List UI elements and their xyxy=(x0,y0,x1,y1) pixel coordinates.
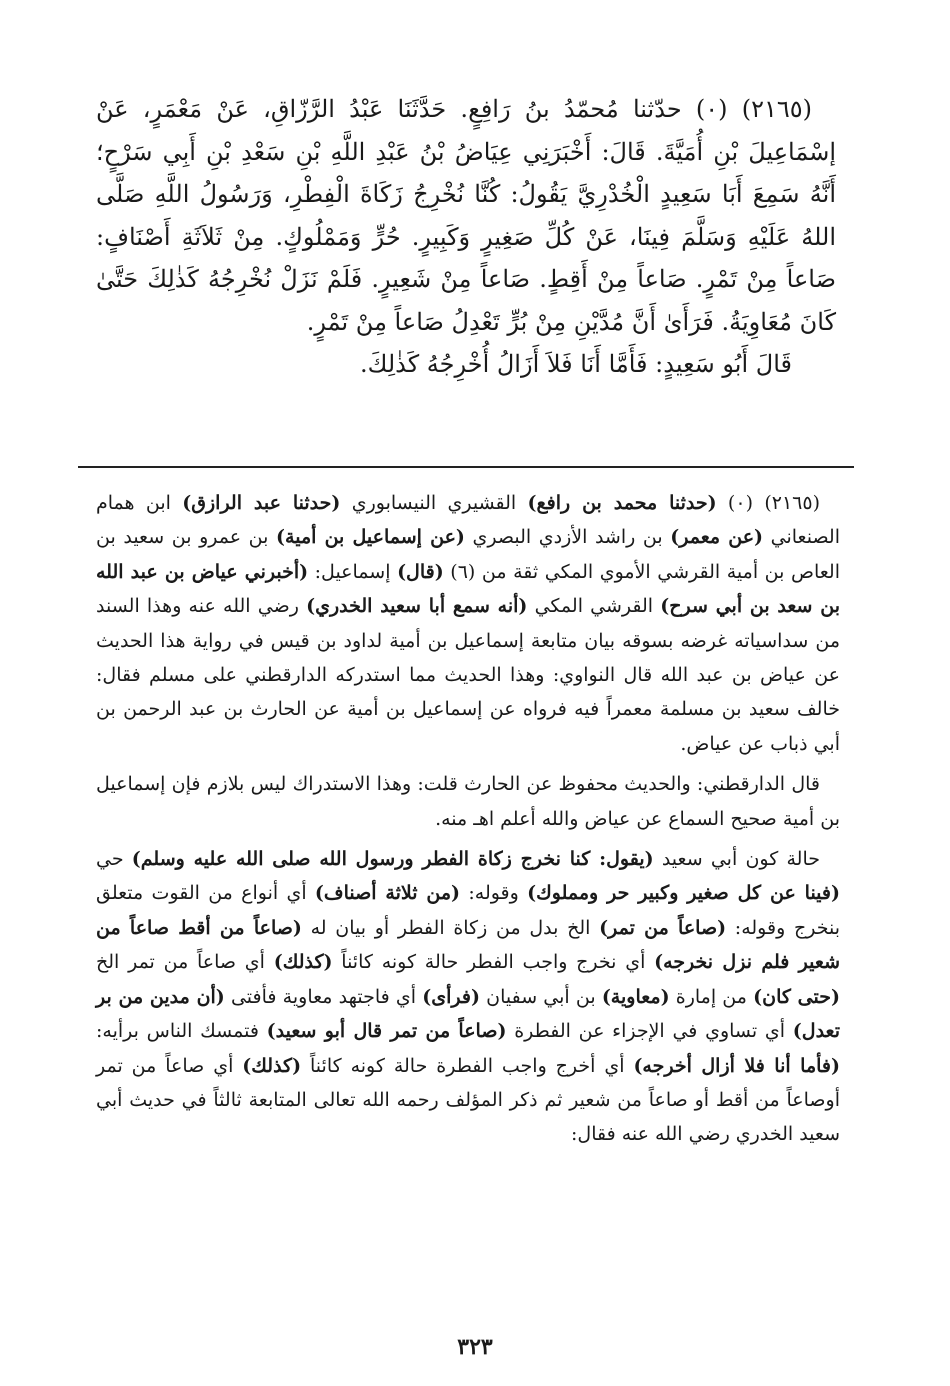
commentary-text: حي xyxy=(96,848,132,871)
commentary xyxy=(96,486,840,1152)
commentary-text: رضي الله عنه وهذا السند من سداسياته غرضه بسوقه بيان متابعة إسماعيل بن أمية لداود بن قيس في رواية هذا الحديث عن عياض بن عبد الله قال النواوي: وهذا الحديث مما استدركه الدارقطني على مسلم فقال: خالف سعيد بن مسلمة معمراً فيه فرواه عن إسماعيل بن أمية عن الحارث بن عبد الرحمن بن أبي ذباب عن عياض. xyxy=(96,595,840,755)
commentary-text: بن أبي سفيان xyxy=(479,985,602,1008)
commentary-text: فتمسك الناس برأيه: xyxy=(96,1020,267,1043)
quoted-matn: (صاعاً من تمر) xyxy=(599,916,727,939)
commentary-text: حالة كون أبي سعيد xyxy=(653,848,820,871)
commentary-text: إسماعيل: xyxy=(308,560,398,583)
commentary-paragraph xyxy=(96,767,840,836)
commentary-text: ابن همام الصنعاني xyxy=(96,492,840,549)
quoted-matn: (فرأى) xyxy=(422,985,480,1008)
commentary-text: أي تساوي في الإجزاء عن الفطرة xyxy=(506,1020,793,1043)
quoted-matn: (قال) xyxy=(397,560,444,583)
hadith-paragraph: قَالَ أَبُو سَعِيدٍ: فَأَمَّا أَنَا فَلاَ أَزَالُ أُخْرِجُهُ كَذٰلِكَ. xyxy=(359,350,792,378)
quoted-matn: (فينا عن كل صغير وكبير حر ومملوك) xyxy=(527,882,840,905)
quoted-matn: (حتى كان) xyxy=(753,985,840,1008)
quoted-matn: (فأما أنا فلا أزال أخرجه) xyxy=(633,1054,840,1077)
commentary-text: أي أخرج واجب الفطرة حالة كونه كائناً xyxy=(301,1054,634,1077)
commentary-text: أي فاجتهد معاوية فأفتى xyxy=(224,985,423,1008)
quoted-matn: (صاعاً من تمر قال أبو سعيد) xyxy=(266,1020,507,1043)
commentary-text: القشيري النيسابوري xyxy=(340,492,528,514)
commentary-text: أي صاعاً من تمر الخ xyxy=(96,951,274,974)
quoted-matn: (حدثنا عبد الرازق) xyxy=(182,492,341,514)
quoted-matn: (عن إسماعيل بن أمية) xyxy=(276,526,465,549)
commentary-text: وقوله: xyxy=(460,882,528,905)
quoted-matn: (كذلك) xyxy=(242,1054,302,1077)
quoted-matn: (أن مدين من بر تعدل) xyxy=(96,985,841,1043)
commentary-text: بن راشد الأزدي البصري xyxy=(464,526,671,549)
quoted-matn: (أنه سمع أبا سعيد الخدري) xyxy=(306,595,528,618)
hadith-text xyxy=(96,88,836,386)
commentary-text: (٢١٦٥) (٠) xyxy=(716,492,820,514)
quoted-matn: (صاعاً من أقط صاعاً من شعير فلم نزل نخرجه) xyxy=(96,916,840,974)
footnote-separator xyxy=(78,466,854,468)
quoted-matn: (يقول: كنا نخرج زكاة الفطر ورسول الله صلى الله عليه وسلم) xyxy=(131,848,654,871)
commentary-text: قال الدارقطني: والحديث محفوظ عن الحارث قلت: وهذا الاستدراك ليس بلازم فإن إسماعيل بن أمية صحيح السماع عن عياض والله أعلم اهـ منه. xyxy=(96,773,840,830)
commentary-text: أي أنواع من القوت متعلق بنخرج وقوله: xyxy=(96,882,840,939)
page-number: ٣٢٣ xyxy=(457,1334,493,1360)
quoted-matn: (من ثلاثة أصناف) xyxy=(314,882,461,905)
commentary-text: الخ بدل من زكاة الفطر أو بيان له xyxy=(301,916,600,939)
quoted-matn: (حدثنا محمد بن رافع) xyxy=(527,492,717,514)
quoted-matn: (كذلك) xyxy=(273,951,333,974)
hadith-paragraph: (٢١٦٥) (٠) حدّثنا مُحمّدُ بنُ رَافِعٍ. حَدَّثَنَا عَبْدُ الرَّزّاقِ، عَنْ مَعْمَرٍ، عَنْ إسْمَاعِيلَ بْنِ أُمَيَّةَ. قَالَ: أَخْبَرَنِي عِيَاضُ بْنُ عَبْدِ اللَّهِ بْنِ سَعْدِ بْنِ أَبِي سَرْحٍ؛ أَنَّهُ سَمِعَ أَبَا سَعِيدٍ الْخُدْرِيَّ يَقُولُ: كُنَّا نُخْرِجُ زَكَاةَ الْفِطْرِ، وَرَسُولُ اللَّهِ صَلَّى اللهُ عَلَيْهِ وَسَلَّمَ فِينَا، عَنْ كُلِّ صَغِيرٍ وَكَبِيرٍ. حُرٍّ وَمَمْلُوكٍ. مِنْ ثَلاَثَةِ أَصْنَافٍ: صَاعاً مِنْ تَمْرٍ. صَاعاً مِنْ أَقِطٍ. صَاعاً مِنْ شَعِيرٍ. فَلَمْ نَزَلْ نُخْرِجُهُ كَذٰلِكَ حَتَّىٰ كَانَ مُعَاوِيَةُ. فَرَأَىٰ أَنَّ مُدَّيْنِ مِنْ بُرٍّ تَعْدِلُ صَاعاً مِنْ تَمْرٍ. xyxy=(96,95,836,336)
commentary-text: بن عمرو بن سعيد بن العاص بن أمية القرشي الأموي المكي ثقة من (٦) xyxy=(96,526,840,583)
quoted-matn: (عن معمر) xyxy=(670,526,764,549)
commentary-paragraph xyxy=(96,486,840,761)
commentary-text: القرشي المكي xyxy=(527,595,661,618)
commentary-paragraph xyxy=(96,842,840,1152)
quoted-matn: (معاوية) xyxy=(601,985,670,1008)
commentary-text: من إمارة xyxy=(669,985,754,1008)
commentary-text: أي صاعاً من تمر أوصاعاً من أقط أو صاعاً من شعير ثم ذكر المؤلف رحمه الله تعالى المتابعة ثالثاً في حديث أبي سعيد الخدري رضي الله عنه فقال: xyxy=(96,1054,840,1146)
quoted-matn: (أخبرني عياض بن عبد الله بن سعد بن أبي سرح) xyxy=(96,560,840,618)
commentary-text: أي نخرج واجب الفطر حالة كونه كائناً xyxy=(332,951,655,974)
